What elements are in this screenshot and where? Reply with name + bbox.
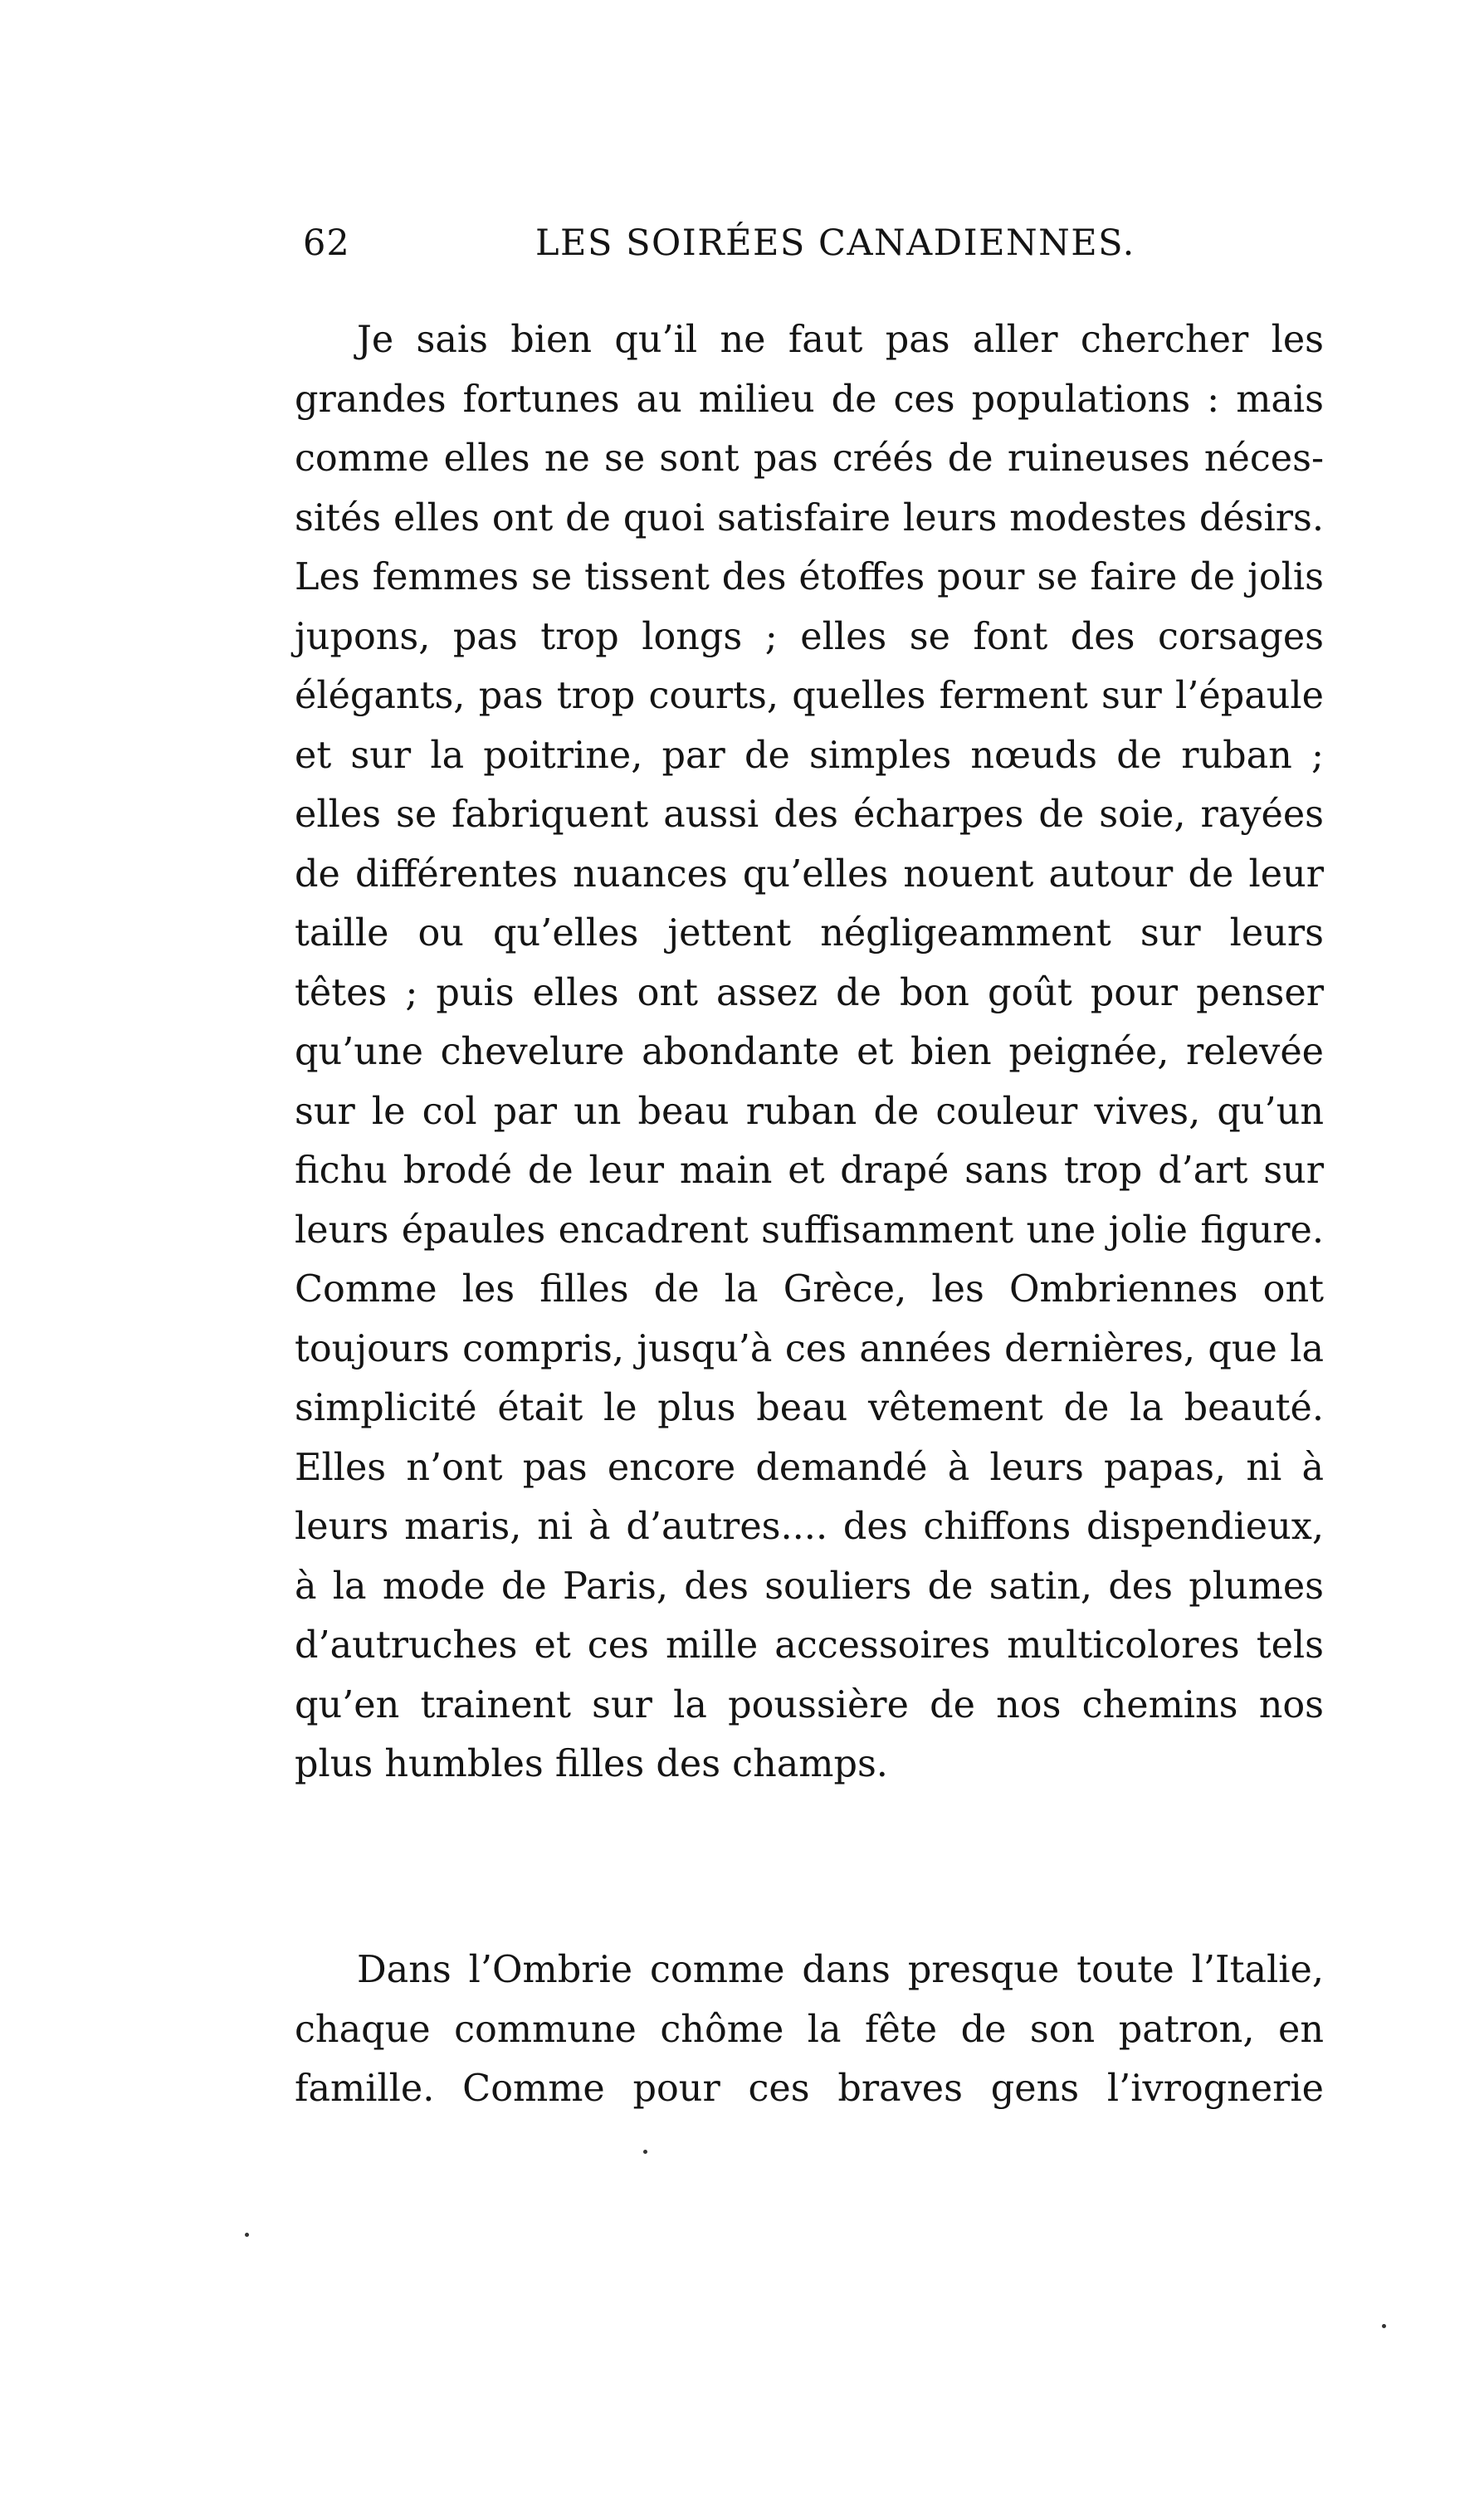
ink-speck [643,2150,647,2154]
paragraph-1 [295,310,1324,1794]
ink-speck [1382,2324,1386,2328]
text-line: Les femmes se tissent des étoffes pour se faire de jolis [295,556,1324,598]
text-line: toujours compris, jusqu’à ces années dernières, que la [295,1327,1324,1370]
text-line: Comme les filles de la Grèce, les Ombriennes ont [295,1268,1324,1311]
page-number: 62 [303,222,350,264]
text-line: simplicité était le plus beau vêtement de la beauté. [295,1387,1324,1429]
text-line: qu’en trainent sur la poussière de nos chemins nos [295,1683,1324,1726]
text-line: grandes fortunes au milieu de ces populations : mais [295,378,1324,421]
text-line: têtes ; puis elles ont assez de bon goût pour penser [295,971,1324,1014]
text-line: sités elles ont de quoi satisfaire leurs modestes désirs. [295,496,1324,540]
text-line: Je sais bien qu’il ne faut pas aller chercher les [357,319,1324,361]
text-line: fichu brodé de leur main et drapé sans trop d’art sur [295,1150,1324,1192]
text-line: elles se fabriquent aussi des écharpes de soie, rayées [295,793,1324,836]
paragraph-2 [295,1941,1324,2119]
text-line: d’autruches et ces mille accessoires multicolores tels [295,1624,1324,1667]
running-head [303,222,1324,272]
text-line: et sur la poitrine, par de simples nœuds de ruban ; [295,734,1324,777]
running-title: LES SOIRÉES CANADIENNES. [535,222,1135,264]
text-line: famille. Comme pour ces braves gens l’ivrognerie [295,2068,1324,2110]
text-line: qu’une chevelure abondante et bien peignée, relevée [295,1031,1324,1073]
text-line: leurs maris, ni à d’autres.... des chiffons dispendieux, [295,1506,1324,1548]
text-line: Elles n’ont pas encore demandé à leurs papas, ni à [295,1446,1324,1489]
text-line: jupons, pas trop longs ; elles se font des corsages [295,615,1324,658]
text-line: sur le col par un beau ruban de couleur vives, qu’un [295,1090,1324,1133]
text-line: de différentes nuances qu’elles nouent autour de leur [295,852,1324,896]
text-line: chaque commune chôme la fête de son patron, en [295,2008,1324,2051]
text-line: taille ou qu’elles jettent négligeamment sur leurs [295,912,1324,955]
text-line: leurs épaules encadrent suffisamment une jolie figure. [295,1208,1324,1252]
text-line: à la mode de Paris, des souliers de satin, des plumes [295,1565,1324,1608]
ink-speck [245,2233,249,2237]
text-line: élégants, pas trop courts, quelles ferment sur l’épaule [295,675,1324,717]
text-line: plus humbles filles des champs. [295,1743,888,1785]
text-line: Dans l’Ombrie comme dans presque toute l’Italie, [357,1949,1324,1991]
text-line: comme elles ne se sont pas créés de ruineuses néces- [295,437,1324,480]
